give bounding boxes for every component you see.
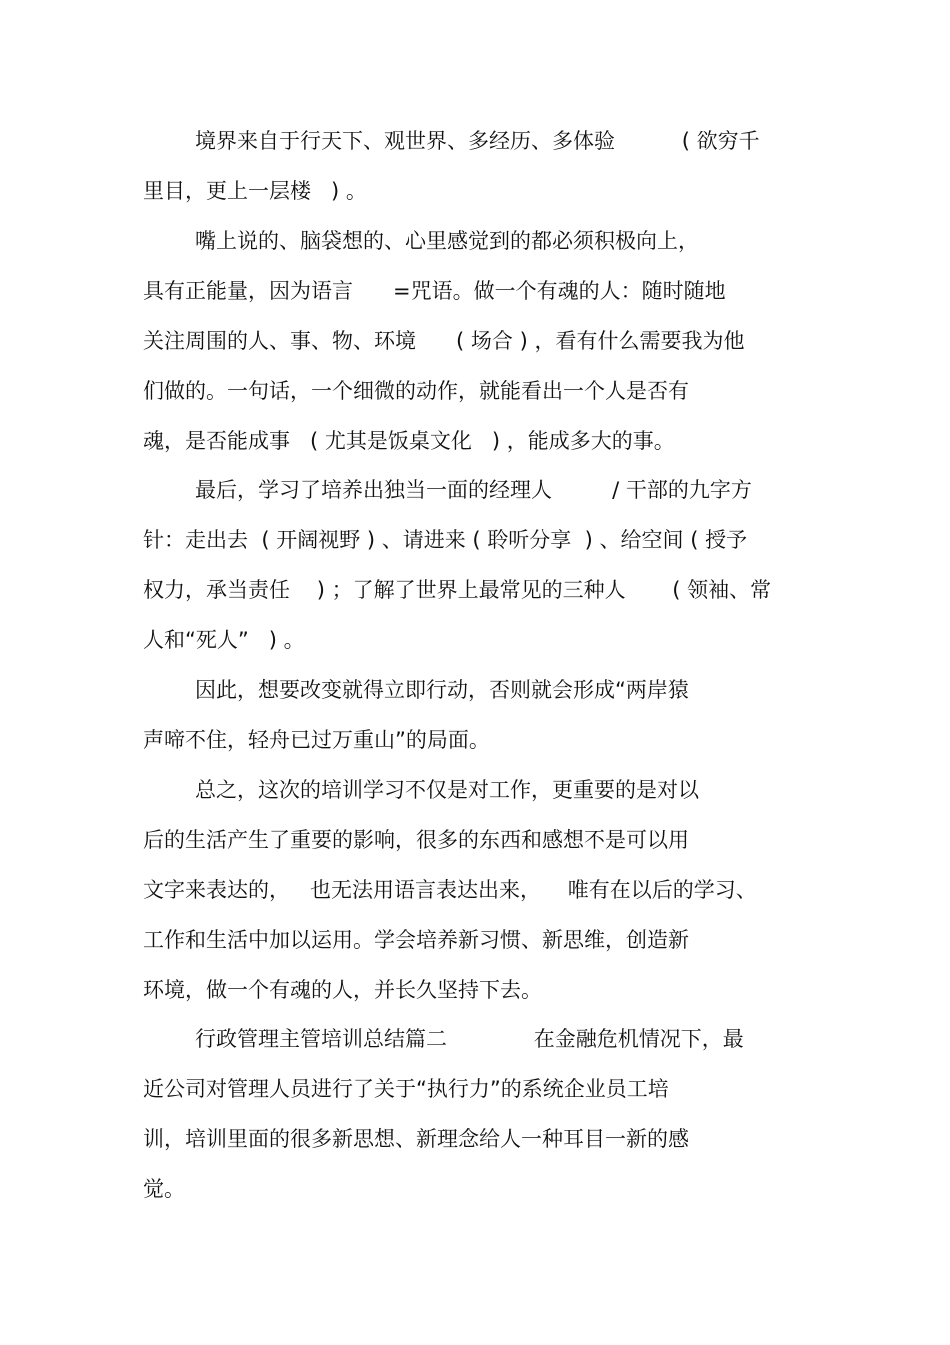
text-line: 嘴上说的、脑袋想的、心里感觉到的都必须积极向上， <box>195 229 699 253</box>
text-line: 文字来表达的， 也无法用语言表达出来， 唯有在以后的学习、 <box>143 878 757 902</box>
text-line: 针：走出去 ( 开阔视野 ) 、请进来 ( 聆听分享 ) 、给空间 ( 授予 <box>143 528 748 552</box>
text-line: 后的生活产生了重要的影响，很多的东西和感想不是可以用 <box>143 828 689 852</box>
text-line: 工作和生活中加以运用。学会培养新习惯、新思维，创造新 <box>143 928 689 952</box>
text-line: 里目，更上一层楼 ) 。 <box>143 179 367 203</box>
text-line: 最后，学习了培养出独当一面的经理人 / 干部的九字方 <box>195 478 752 502</box>
text-line: 行政管理主管培训总结篇二 在金融危机情况下，最 <box>195 1027 744 1051</box>
text-line: 魂，是否能成事 ( 尤其是饭桌文化 ) ，能成多大的事。 <box>143 429 675 453</box>
text-line: 环境，做一个有魂的人，并长久坚持下去。 <box>143 978 542 1002</box>
text-line: 们做的。一句话，一个细微的动作，就能看出一个人是否有 <box>143 379 689 403</box>
text-line: 近公司对管理人员进行了关于“执行力”的系统企业员工培 <box>143 1077 669 1101</box>
text-line: 觉。 <box>143 1177 185 1201</box>
text-line: 声啼不住，轻舟已过万重山”的局面。 <box>143 728 490 752</box>
text-line: 总之，这次的培训学习不仅是对工作，更重要的是对以 <box>195 778 699 802</box>
text-line: 具有正能量，因为语言 =咒语。做一个有魂的人：随时随地 <box>143 279 726 303</box>
text-line: 因此，想要改变就得立即行动，否则就会形成“两岸猿 <box>195 678 689 702</box>
text-line: 权力，承当责任 ) ；了解了世界上最常见的三种人 ( 领袖、常 <box>143 578 772 602</box>
text-line: 关注周围的人、事、物、环境 ( 场合 ) ，看有什么需要我为他 <box>143 329 745 353</box>
text-line: 境界来自于行天下、观世界、多经历、多体验 ( 欲穷千 <box>195 129 760 153</box>
text-line: 人和“死人” ) 。 <box>143 628 305 652</box>
text-line: 训，培训里面的很多新思想、新理念给人一种耳目一新的感 <box>143 1127 689 1151</box>
